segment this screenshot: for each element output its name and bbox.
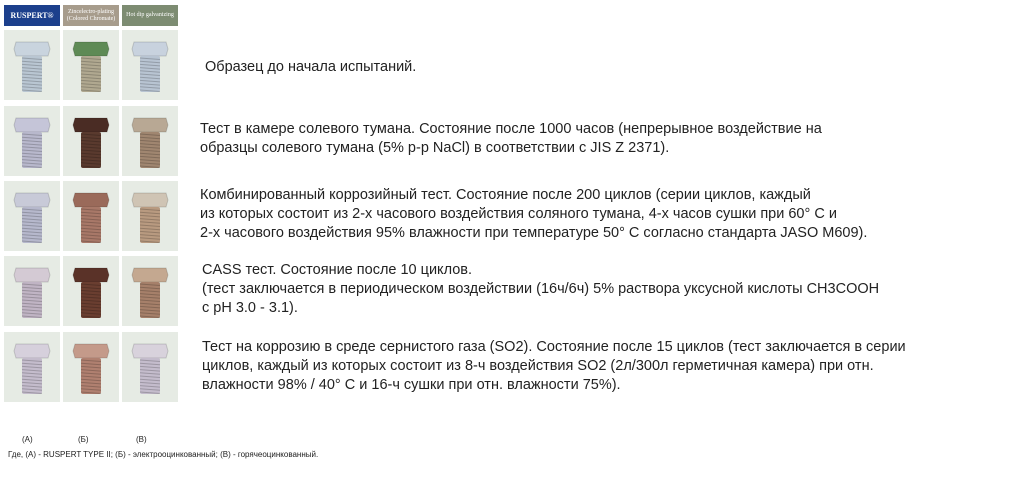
bolt-image <box>4 181 60 251</box>
description-line: с pH 3.0 - 3.1). <box>202 300 298 316</box>
description-line: из которых состоит из 2-х часового воздействия соляного тумана, 4-х часов сушки при 60° С и <box>200 206 837 222</box>
test-description <box>202 338 906 395</box>
legend-label-c: (В) <box>136 435 147 444</box>
bolt-image <box>4 106 60 176</box>
description-line: CASS тест. Состояние после 10 циклов. <box>202 262 472 278</box>
bolt-image <box>63 181 119 251</box>
bolt-image <box>4 30 60 100</box>
bolt-image <box>63 332 119 402</box>
column-header-label: Hot dip galvanizing <box>126 12 174 18</box>
description-line: Тест в камере солевого тумана. Состояние после 1000 часов (непрерывное воздействие на <box>200 121 822 137</box>
description-line: (тест заключается в периодическом воздействии (16ч/6ч) 5% раствора уксусной кислоты CH3COOH <box>202 281 880 297</box>
legend-label-a: (А) <box>22 435 33 444</box>
bolt-image <box>4 256 60 326</box>
description-line: Образец до начала испытаний. <box>205 59 417 75</box>
bolt-image <box>63 30 119 100</box>
description-line: Тест на коррозию в среде сернистого газа (SO2). Состояние после 15 циклов (тест заключается в серии <box>202 339 906 355</box>
column-header-0 <box>4 5 60 26</box>
bolt-image <box>63 106 119 176</box>
description-line: образцы солевого тумана (5% р-р NaCl) в соответствии с JIS Z 2371). <box>200 140 670 156</box>
test-description <box>200 186 867 243</box>
legend-text: Где, (А) - RUSPERT TYPE II; (Б) - электрооцинкованный; (В) - горячеоцинкованный. <box>8 450 319 459</box>
description-line: 2-х часового воздействия 95% влажности при температуре 50° С согласно стандарта JASO M609). <box>200 225 868 241</box>
description-line: влажности 98% / 40° С и 16-ч сушки при отн. влажности 75%). <box>202 377 621 393</box>
bolt-image <box>122 256 178 326</box>
column-header-sub: (Colored Chromate) <box>66 15 116 22</box>
legend-label-b: (Б) <box>78 435 89 444</box>
bolt-image <box>122 30 178 100</box>
bolt-image <box>122 332 178 402</box>
column-header-label: Zincelectro-plating <box>68 8 114 15</box>
column-header-1 <box>63 5 119 26</box>
test-description <box>202 261 879 318</box>
column-header-2 <box>122 5 178 26</box>
bolt-image <box>63 256 119 326</box>
description-line: Комбинированный коррозийный тест. Состояние после 200 циклов (серии циклов, каждый <box>200 187 811 203</box>
bolt-image <box>4 332 60 402</box>
description-line: циклов, каждый из которых состоит из 8-ч воздействия SO2 (2л/300л герметичная камера) при отн. <box>202 358 874 374</box>
test-description <box>200 120 822 158</box>
column-header-label: RUSPERT® <box>10 11 54 20</box>
bolt-image <box>122 106 178 176</box>
test-description <box>205 58 416 77</box>
bolt-image <box>122 181 178 251</box>
